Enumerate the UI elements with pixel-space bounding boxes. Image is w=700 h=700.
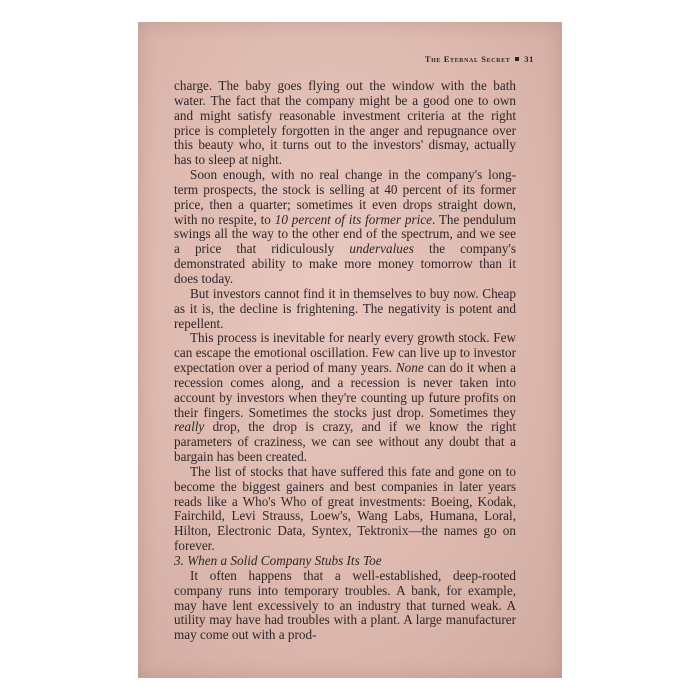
final-paragraph <box>174 569 516 643</box>
paragraph-5 <box>174 465 516 554</box>
paragraph-2-text: the company's demonstrated ability to make more money tomorrow than it does today. <box>174 241 516 286</box>
paragraph-4-text: This process is inevitable for nearly every growth stock. Few can escape the emotional oscillation. Few can live up to investor expectation over a period of many years. <box>174 330 516 376</box>
paragraph-4-text: can do it when a recession comes along, and a recession is never taken into account by investors when they're counting up future profits on their fingers. Sometimes the stocks just drop. Sometimes they <box>174 360 516 420</box>
paragraph-3-text: But investors cannot find it in themselves to buy now. Cheap as it is, the decline is frightening. The negativity is potent and repellent. <box>174 285 516 331</box>
paragraph-4 <box>174 331 516 465</box>
paragraph-2 <box>174 168 516 287</box>
section-heading: 3. When a Solid Company Stubs Its Toe <box>174 553 382 568</box>
body-text <box>174 79 516 643</box>
paragraph-5-text: The list of stocks that have suffered this fate and gone on to become the biggest gainers and best companies in later years reads like a Who's Who of great investments: Boeing, Kodak, Fairchild, Levi Strauss, Loew's, Wang Labs, Humana, Loral, Hilton, Electronic Data, Syntex, Tektronix—the names go on forever. <box>174 463 516 554</box>
paragraph-2-emphasis: 10 percent of its former price <box>274 211 432 227</box>
book-page <box>138 22 562 678</box>
paragraph-3 <box>174 287 516 332</box>
paragraph-2-emphasis: undervalues <box>349 241 414 257</box>
paragraph-1-text: charge. The baby goes flying out the window with the bath water. The fact that the company might be a good one to own and might satisfy reasonable investment criteria at the right price is completely forgotten in the anger and repugnance over this beauty who, it turns out to the investors' dismay, actually has to sleep at night. <box>174 78 516 168</box>
paragraph-1 <box>174 79 516 168</box>
running-head-bullet <box>515 57 519 61</box>
paragraph-2-text: . The pendulum swings all the way to the other end of the spectrum, and we see a price that ridiculously <box>174 211 516 257</box>
paragraph-4-emphasis: really <box>174 419 205 435</box>
paragraph-2-text: Soon enough, with no real change in the company's long-term prospects, the stock is selling at 40 percent of its former price, then a quarter; sometimes it even drops straight down, with no respite, to <box>174 167 516 227</box>
running-head-title: The Eternal Secret <box>424 54 511 64</box>
final-paragraph-text: It often happens that a well-established, deep-rooted company runs into temporary troubles. A bank, for example, may have lent excessively to an industry that turned weak. A utility may have had troubles with a plant. A large manufacturer may come out with a prod- <box>174 567 516 643</box>
running-head <box>425 54 534 64</box>
page-number: 31 <box>524 54 534 64</box>
paragraph-4-text: drop, the drop is crazy, and if we know the right parameters of craziness, we can see without any doubt that a bargain has been created. <box>174 419 516 465</box>
paragraph-4-emphasis: None <box>395 360 424 376</box>
